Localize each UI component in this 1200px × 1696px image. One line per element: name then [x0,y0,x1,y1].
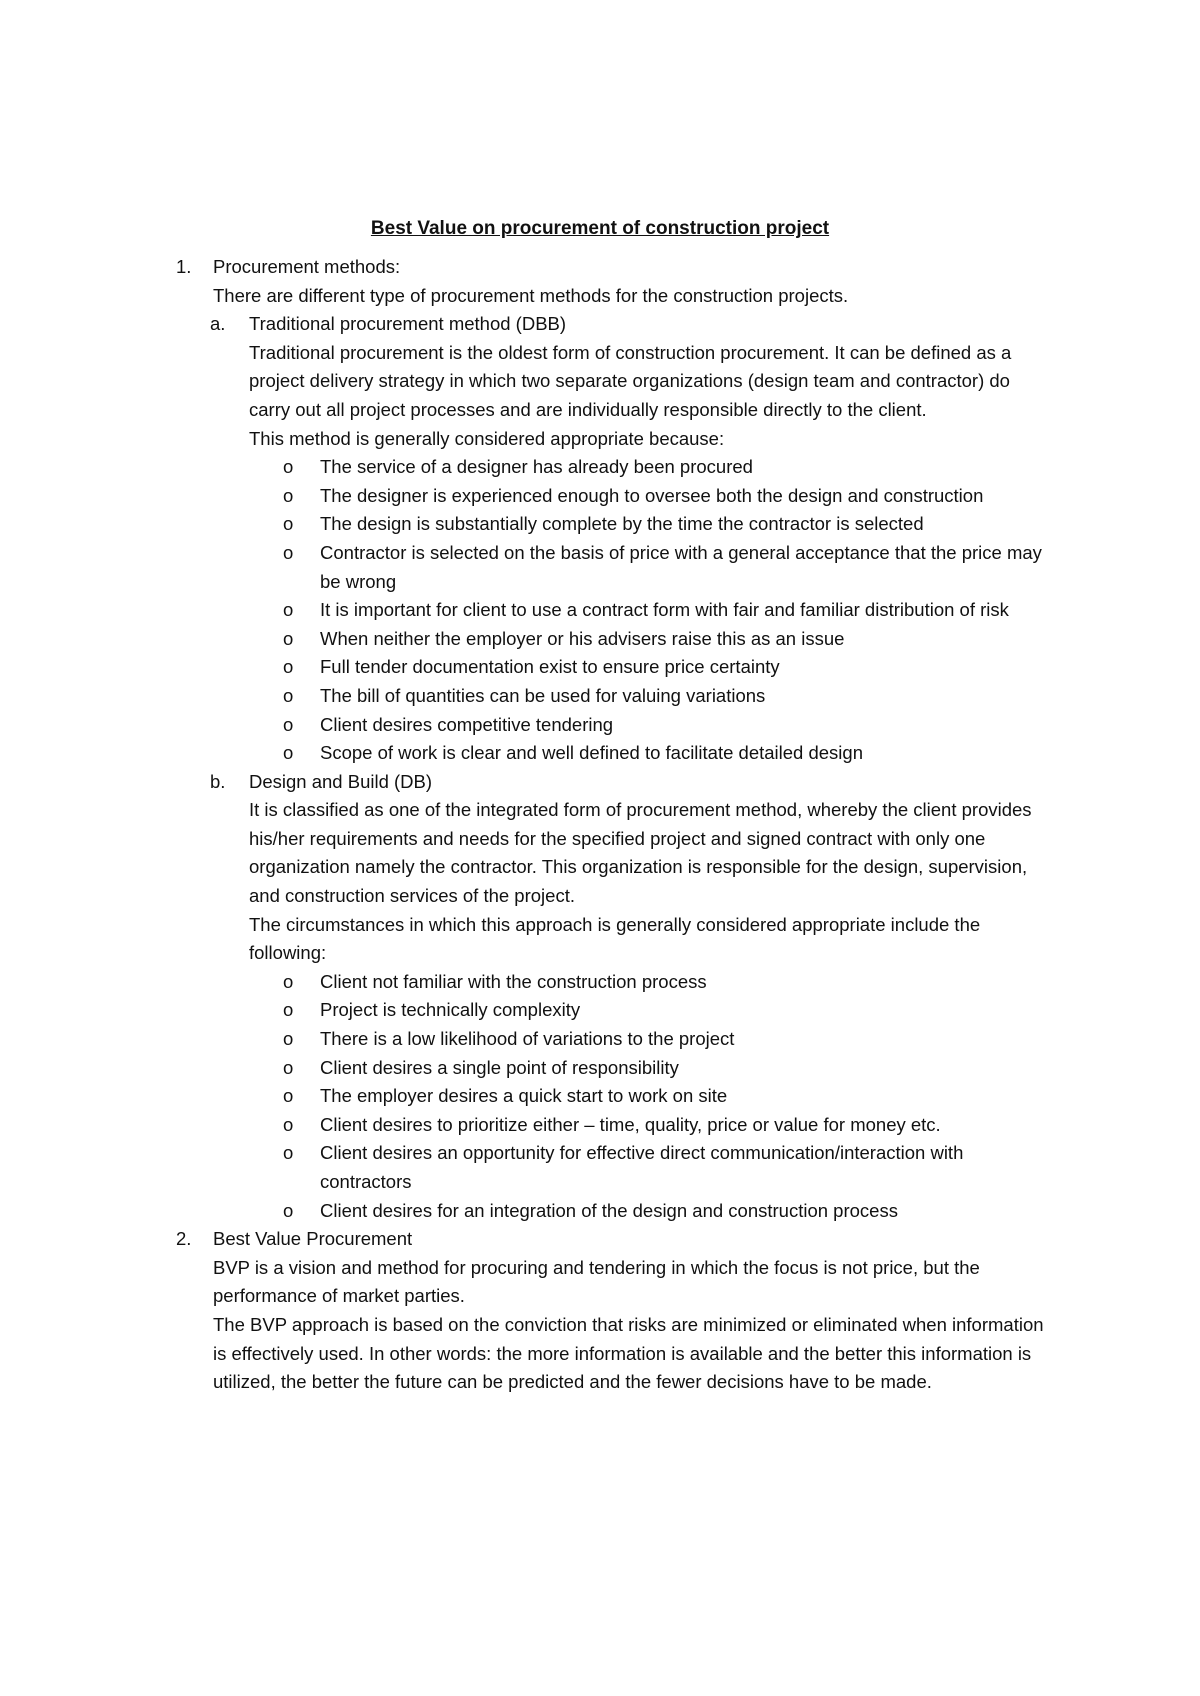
section-2-heading [176,1225,1053,1254]
subsection-b-heading [210,768,1054,797]
subsection-b-bullet-list [0,968,1200,1225]
list-item [283,596,1055,625]
subsection-a-heading-text: Traditional procurement method (DBB) [249,313,567,335]
bullet-marker: o [283,1199,294,1221]
bullet-marker: o [283,970,294,992]
list-item [283,711,1055,740]
list-item [283,996,1055,1025]
list-item [283,1111,1055,1140]
section-2-paragraph-2: The BVP approach is based on the conviction that risks are minimized or eliminated when information is effectively used. In other words: the more information is available and the better this information is utilized, the better the future can be predicted and the fewer decisions have to be made. [213,1313,1044,1393]
subsection-a-bullet-list [0,453,1200,768]
bullet-marker: o [283,1028,294,1050]
bullet-marker: o [283,541,294,563]
bullet-marker: o [283,684,294,706]
subsection-a-paragraph-2: This method is generally considered appropriate because: [249,427,725,449]
subsection-b-paragraph-1: It is classified as one of the integrated form of procurement method, whereby the client provides his/her requirements and needs for the specified project and signed contract with only one organization namely the contractor. This organization is responsible for the design, supervision, and construction services of the project. [249,799,1032,907]
list-item [283,453,1055,482]
document-title: Best Value on procurement of construction project [370,218,830,239]
list-item [283,625,1055,654]
subsection-a-heading [210,310,1054,339]
bullet-marker: o [283,456,294,478]
list-item-text: Client desires for an integration of the design and construction process [320,1199,898,1221]
bullet-marker: o [283,513,294,535]
list-item-text: Full tender documentation exist to ensure price certainty [320,656,780,678]
list-item [283,510,1055,539]
bullet-marker: o [283,1142,294,1164]
bullet-marker: o [283,999,294,1021]
list-item-text: Client desires to prioritize either – time, quality, price or value for money etc. [320,1113,941,1135]
bullet-marker: o [283,484,294,506]
section-1-number: 1. [176,256,192,277]
list-item [283,682,1055,711]
list-item-text: The designer is experienced enough to oversee both the design and construction [320,484,984,506]
list-item-text: The employer desires a quick start to work on site [320,1085,728,1107]
subsection-b-paragraph-2: The circumstances in which this approach is generally considered appropriate include the following: [249,913,981,964]
section-2-paragraph-1: BVP is a vision and method for procuring and tendering in which the focus is not price, but the performance of market parties. [213,1256,980,1307]
list-item-text: The design is substantially complete by the time the contractor is selected [320,513,924,535]
section-2-number: 2. [176,1228,192,1250]
list-item-text: The service of a designer has already been procured [320,456,753,478]
list-item-text: Project is technically complexity [320,999,581,1021]
list-item-text: It is important for client to use a contract form with fair and familiar distribution of risk [320,599,1009,621]
list-item [283,482,1055,511]
bullet-marker: o [283,713,294,735]
list-item [283,1197,1055,1226]
list-item-text: Scope of work is clear and well defined to facilitate detailed design [320,742,863,764]
list-item [283,653,1055,682]
section-1-intro: There are different type of procurement methods for the construction projects. [213,284,849,306]
list-item [283,968,1055,997]
section-1-heading [176,253,1053,282]
list-item-text: Contractor is selected on the basis of price with a general acceptance that the price may be wrong [320,541,1042,592]
document-body [0,253,1200,1397]
list-item-text: There is a low likelihood of variations to the project [320,1028,735,1050]
bullet-marker: o [283,1085,294,1107]
bullet-marker: o [283,627,294,649]
list-item-text: Client desires an opportunity for effective direct communication/interaction with contractors [320,1142,964,1192]
subsection-b-heading-text: Design and Build (DB) [249,770,433,792]
list-item [283,1082,1055,1111]
list-item-text: The bill of quantities can be used for valuing variations [320,684,766,706]
subsection-a-letter: a. [210,313,226,335]
bullet-marker: o [283,742,294,764]
list-item-text: Client not familiar with the construction process [320,970,707,992]
list-item [283,1139,1055,1196]
bullet-marker: o [283,1056,294,1078]
bullet-marker: o [283,599,294,621]
list-item [283,739,1055,768]
section-2-heading-text: Best Value Procurement [213,1228,413,1250]
subsection-b-letter: b. [210,770,226,792]
list-item [283,1025,1055,1054]
list-item-text: Client desires competitive tendering [320,713,614,735]
subsection-a-paragraph-1: Traditional procurement is the oldest form of construction procurement. It can be defined as a project delivery strategy in which two separate organizations (design team and contractor) do carry out all project processes and are individually responsible directly to the client. [249,341,1012,420]
bullet-marker: o [283,656,294,678]
bullet-marker: o [283,1113,294,1135]
list-item [283,1054,1055,1083]
list-item-text: Client desires a single point of responsibility [320,1056,679,1078]
list-item [283,539,1055,596]
list-item-text: When neither the employer or his advisers raise this as an issue [320,627,845,649]
section-1-heading-text: Procurement methods: [213,256,401,277]
